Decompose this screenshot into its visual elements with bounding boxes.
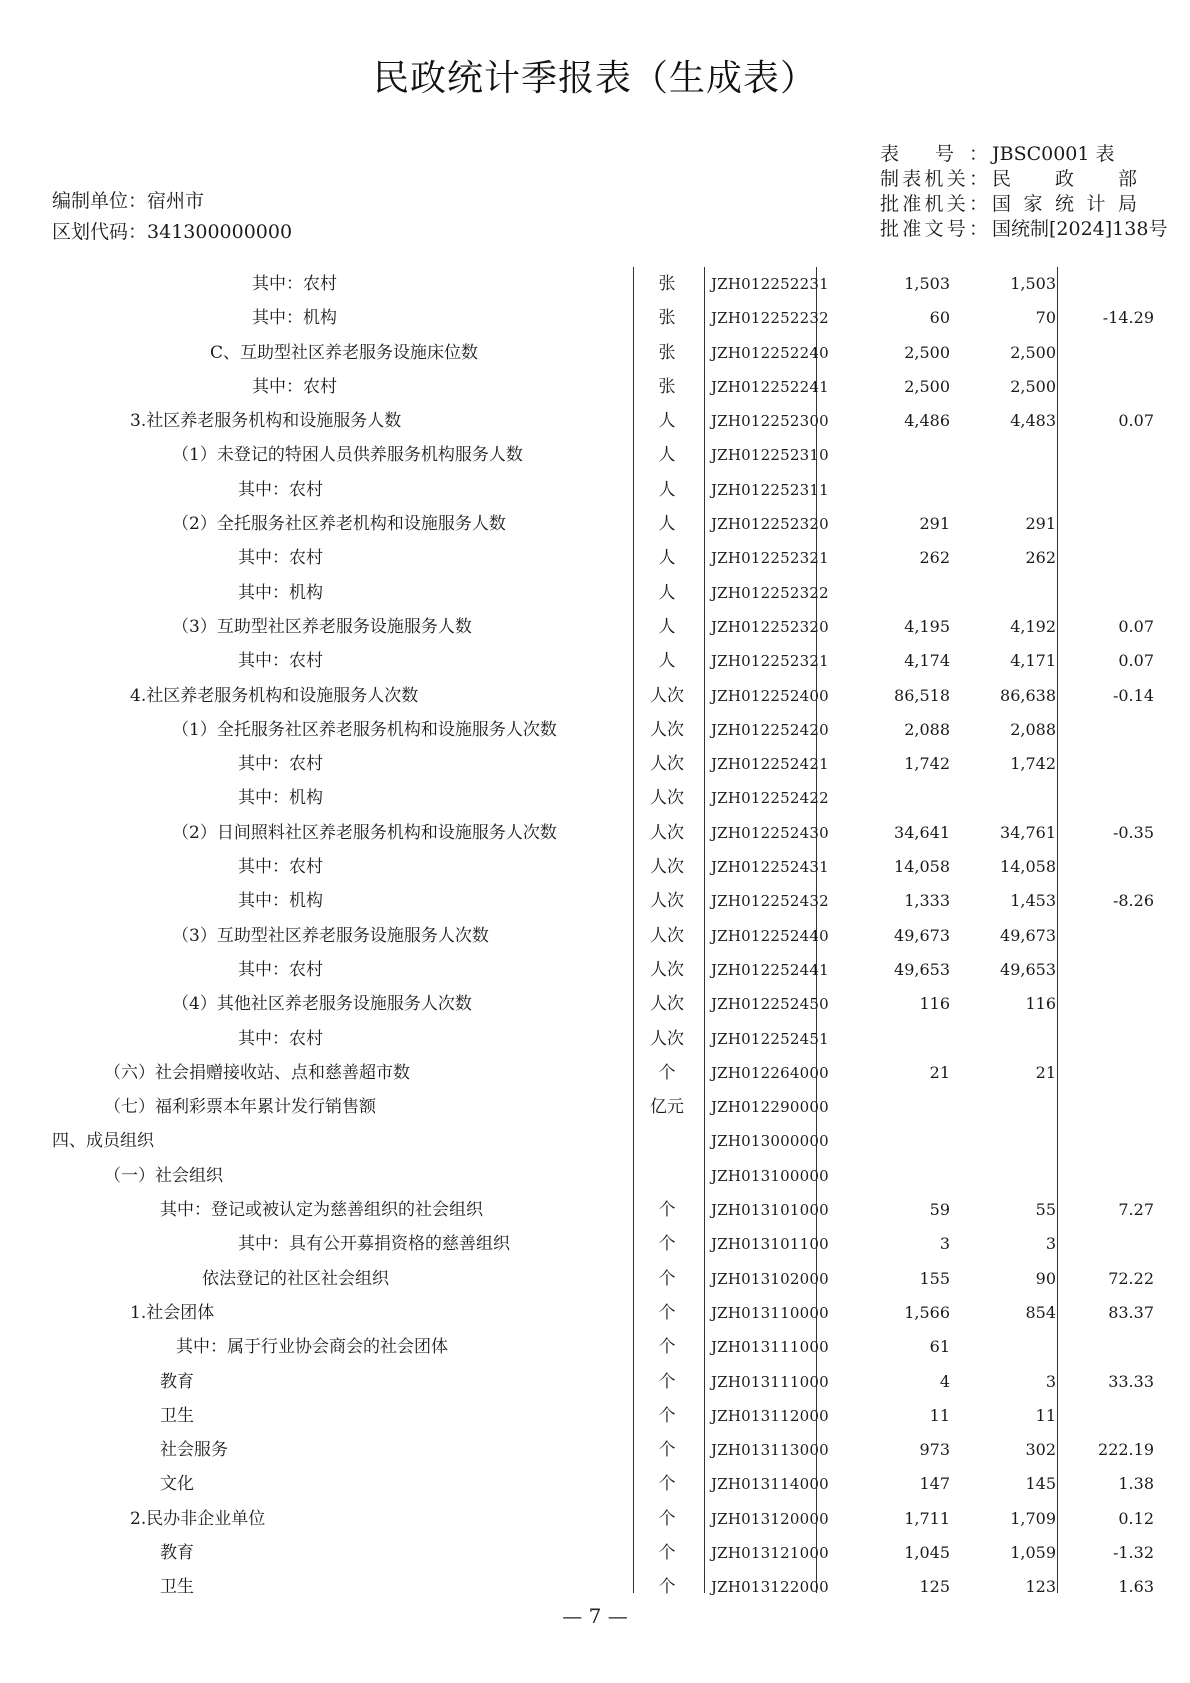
row-name: 4.社区养老服务机构和设施服务人次数 bbox=[130, 685, 419, 706]
row-code: JZH012252431 bbox=[711, 858, 829, 877]
row-unit: 个 bbox=[658, 1268, 676, 1289]
row-unit bbox=[632, 1124, 702, 1158]
row-current-value: 1,045 bbox=[904, 1542, 950, 1562]
row-code: JZH012252310 bbox=[711, 446, 829, 465]
row-name: 其中：农村 bbox=[238, 479, 323, 500]
row-unit: 张 bbox=[658, 308, 676, 329]
row-change-percent bbox=[1062, 438, 1154, 472]
row-current-value bbox=[815, 473, 950, 507]
row-change-percent bbox=[1062, 336, 1154, 370]
row-change-percent: 1.63 bbox=[1118, 1577, 1154, 1597]
table-row bbox=[0, 1296, 1190, 1330]
row-current-value: 1,566 bbox=[904, 1302, 950, 1322]
table-row bbox=[0, 438, 1190, 472]
form-number-label: 表 号： bbox=[880, 143, 988, 165]
row-change-percent bbox=[1062, 576, 1154, 610]
row-change-percent bbox=[1062, 1056, 1154, 1090]
row-name: 其中：具有公开募捐资格的慈善组织 bbox=[238, 1234, 510, 1255]
row-code: JZH012252422 bbox=[711, 789, 829, 808]
row-name: 其中：农村 bbox=[238, 651, 323, 672]
row-current-value: 61 bbox=[929, 1337, 950, 1357]
row-change-percent bbox=[1062, 919, 1154, 953]
row-unit: 个 bbox=[658, 1440, 676, 1461]
row-name: 社会服务 bbox=[160, 1440, 228, 1461]
row-code: JZH013111000 bbox=[711, 1372, 829, 1391]
table-row bbox=[0, 953, 1190, 987]
row-current-value: 973 bbox=[919, 1440, 950, 1460]
row-unit: 人次 bbox=[650, 925, 684, 946]
row-unit: 人次 bbox=[650, 857, 684, 878]
row-previous-value: 1,742 bbox=[1010, 754, 1056, 774]
row-change-percent: -14.29 bbox=[1102, 308, 1154, 328]
row-previous-value: 262 bbox=[1025, 548, 1056, 568]
table-row bbox=[0, 1536, 1190, 1570]
row-name: 教育 bbox=[160, 1371, 194, 1392]
row-previous-value bbox=[955, 1022, 1056, 1056]
row-current-value: 2,088 bbox=[904, 719, 950, 739]
row-unit: 人次 bbox=[650, 788, 684, 809]
row-previous-value: 4,171 bbox=[1010, 651, 1056, 671]
row-change-percent: -0.35 bbox=[1112, 822, 1154, 842]
approval-document-value: 国统制[2024]138号 bbox=[992, 218, 1168, 240]
row-code: JZH012252231 bbox=[711, 275, 829, 293]
row-name: （1）全托服务社区养老服务机构和设施服务人次数 bbox=[172, 719, 557, 740]
row-name: 其中：机构 bbox=[238, 788, 323, 809]
row-unit: 个 bbox=[658, 1371, 676, 1392]
row-code: JZH012252440 bbox=[711, 926, 829, 945]
table-row bbox=[0, 816, 1190, 850]
table-row bbox=[0, 1502, 1190, 1536]
row-previous-value bbox=[955, 576, 1056, 610]
row-change-percent: 33.33 bbox=[1108, 1371, 1154, 1391]
row-name: 其中：农村 bbox=[238, 548, 323, 569]
row-previous-value: 21 bbox=[1035, 1062, 1056, 1082]
row-previous-value: 86,638 bbox=[1000, 685, 1056, 705]
table-row bbox=[0, 301, 1190, 335]
row-previous-value bbox=[955, 781, 1056, 815]
row-previous-value: 34,761 bbox=[1000, 822, 1056, 842]
table-row bbox=[0, 1365, 1190, 1399]
table-row bbox=[0, 884, 1190, 918]
row-name: 其中：农村 bbox=[252, 376, 337, 397]
row-previous-value: 854 bbox=[1025, 1302, 1056, 1322]
row-code: JZH013122000 bbox=[711, 1578, 829, 1597]
row-unit: 张 bbox=[658, 274, 676, 294]
approving-authority-label: 批准机关： bbox=[880, 193, 988, 215]
row-name: 教育 bbox=[160, 1542, 194, 1563]
row-previous-value: 116 bbox=[1025, 994, 1056, 1014]
row-unit: 人 bbox=[658, 651, 676, 672]
row-previous-value: 11 bbox=[1035, 1405, 1056, 1425]
row-previous-value: 1,503 bbox=[1010, 274, 1056, 293]
row-current-value bbox=[815, 1124, 950, 1158]
row-current-value bbox=[815, 438, 950, 472]
row-current-value: 14,058 bbox=[894, 857, 950, 877]
region-code-label: 区划代码： bbox=[52, 221, 148, 243]
row-unit: 人次 bbox=[650, 822, 684, 843]
row-unit: 人次 bbox=[650, 1028, 684, 1049]
row-current-value: 60 bbox=[929, 308, 950, 328]
row-change-percent: 0.07 bbox=[1118, 651, 1154, 671]
table-row bbox=[0, 1227, 1190, 1261]
row-code: JZH013100000 bbox=[711, 1166, 829, 1185]
row-current-value: 49,673 bbox=[894, 925, 950, 945]
row-unit: 个 bbox=[658, 1062, 676, 1083]
row-unit: 人次 bbox=[650, 754, 684, 775]
table-row bbox=[0, 1090, 1190, 1124]
row-code: JZH012252322 bbox=[711, 583, 829, 602]
row-change-percent bbox=[1062, 473, 1154, 507]
row-unit bbox=[632, 1159, 702, 1193]
table-row bbox=[0, 1193, 1190, 1227]
row-previous-value: 302 bbox=[1025, 1440, 1056, 1460]
row-change-percent: 1.38 bbox=[1118, 1474, 1154, 1494]
row-current-value: 155 bbox=[919, 1268, 950, 1288]
row-code: JZH012252320 bbox=[711, 617, 829, 636]
statistics-table bbox=[0, 267, 1190, 1605]
row-current-value: 125 bbox=[919, 1577, 950, 1597]
row-name: 其中：机构 bbox=[252, 308, 337, 329]
table-row bbox=[0, 1124, 1190, 1158]
row-previous-value: 1,709 bbox=[1010, 1508, 1056, 1528]
row-name: 2.民办非企业单位 bbox=[130, 1508, 266, 1529]
row-name: 依法登记的社区社会组织 bbox=[202, 1268, 389, 1289]
row-change-percent bbox=[1062, 1330, 1154, 1364]
row-previous-value bbox=[955, 473, 1056, 507]
row-unit: 人 bbox=[658, 514, 676, 535]
row-code: JZH012252321 bbox=[711, 549, 829, 568]
row-previous-value: 123 bbox=[1025, 1577, 1056, 1597]
row-change-percent: 0.07 bbox=[1118, 616, 1154, 636]
row-unit: 人次 bbox=[650, 959, 684, 980]
row-current-value: 291 bbox=[919, 514, 950, 534]
row-previous-value: 3 bbox=[1045, 1371, 1056, 1391]
row-current-value: 2,500 bbox=[904, 376, 950, 396]
table-row bbox=[0, 1262, 1190, 1296]
table-row bbox=[0, 1467, 1190, 1501]
approving-authority bbox=[880, 192, 1167, 217]
row-code: JZH013120000 bbox=[711, 1509, 829, 1528]
row-current-value: 59 bbox=[929, 1200, 950, 1220]
row-change-percent bbox=[1062, 953, 1154, 987]
table-row bbox=[0, 1570, 1190, 1604]
row-code: JZH012252420 bbox=[711, 720, 829, 739]
approval-document bbox=[880, 217, 1167, 242]
row-code: JZH013000000 bbox=[711, 1132, 829, 1151]
row-change-percent: -8.26 bbox=[1112, 891, 1154, 911]
row-name: 其中：农村 bbox=[238, 857, 323, 878]
table-row bbox=[0, 576, 1190, 610]
row-current-value bbox=[815, 1022, 950, 1056]
table-row bbox=[0, 610, 1190, 644]
row-current-value bbox=[815, 576, 950, 610]
row-unit: 人次 bbox=[650, 685, 684, 706]
compiling-unit bbox=[52, 186, 204, 213]
row-change-percent bbox=[1062, 781, 1154, 815]
row-code: JZH012252321 bbox=[711, 652, 829, 671]
table-row bbox=[0, 1399, 1190, 1433]
row-previous-value bbox=[955, 1124, 1056, 1158]
row-code: JZH012252451 bbox=[711, 1029, 829, 1048]
row-change-percent: 0.12 bbox=[1118, 1508, 1154, 1528]
row-previous-value: 2,500 bbox=[1010, 376, 1056, 396]
table-row bbox=[0, 781, 1190, 815]
row-change-percent bbox=[1062, 850, 1154, 884]
table-row bbox=[0, 336, 1190, 370]
row-name: 其中：机构 bbox=[238, 582, 323, 603]
row-code: JZH013101100 bbox=[711, 1235, 829, 1254]
row-current-value: 86,518 bbox=[894, 685, 950, 705]
issuing-authority-value: 民 政 部 bbox=[992, 168, 1137, 190]
row-code: JZH012264000 bbox=[711, 1063, 829, 1082]
row-code: JZH012252432 bbox=[711, 892, 829, 911]
row-change-percent: -0.14 bbox=[1112, 685, 1154, 705]
table-row bbox=[0, 1330, 1190, 1364]
row-previous-value: 4,483 bbox=[1010, 411, 1056, 431]
row-code: JZH013112000 bbox=[711, 1406, 829, 1425]
table-row bbox=[0, 1433, 1190, 1467]
row-change-percent bbox=[1062, 370, 1154, 404]
approval-document-label: 批准文号： bbox=[880, 218, 988, 240]
row-previous-value: 14,058 bbox=[1000, 857, 1056, 877]
row-code: JZH012252240 bbox=[711, 343, 829, 362]
row-previous-value: 3 bbox=[1045, 1234, 1056, 1254]
row-code: JZH012252441 bbox=[711, 960, 829, 979]
row-unit: 个 bbox=[658, 1337, 676, 1358]
row-unit: 个 bbox=[658, 1508, 676, 1529]
form-meta bbox=[880, 142, 1167, 242]
row-unit: 张 bbox=[658, 342, 676, 363]
row-name: 其中：农村 bbox=[238, 1028, 323, 1049]
row-change-percent: 7.27 bbox=[1118, 1200, 1154, 1220]
issuing-authority-label: 制表机关： bbox=[880, 168, 988, 190]
table-row bbox=[0, 541, 1190, 575]
row-current-value: 3 bbox=[939, 1234, 950, 1254]
row-name: 其中：农村 bbox=[252, 274, 337, 294]
approving-authority-value: 国 家 统 计 局 bbox=[992, 193, 1137, 215]
row-previous-value: 2,500 bbox=[1010, 342, 1056, 362]
row-previous-value: 70 bbox=[1035, 308, 1056, 328]
row-code: JZH012252241 bbox=[711, 377, 829, 396]
row-unit: 个 bbox=[658, 1474, 676, 1495]
issuing-authority bbox=[880, 167, 1167, 192]
table-row bbox=[0, 404, 1190, 438]
row-code: JZH013110000 bbox=[711, 1303, 829, 1322]
row-name: （2）日间照料社区养老服务机构和设施服务人次数 bbox=[172, 822, 557, 843]
row-unit: 人 bbox=[658, 582, 676, 603]
row-unit: 个 bbox=[658, 1200, 676, 1221]
row-current-value: 11 bbox=[929, 1405, 950, 1425]
table-row bbox=[0, 1056, 1190, 1090]
form-number-value: JBSC0001 表 bbox=[992, 143, 1115, 165]
compiling-unit-value: 宿州市 bbox=[147, 190, 205, 212]
row-unit: 人次 bbox=[650, 891, 684, 912]
page-number: — 7 — bbox=[562, 1604, 628, 1628]
row-previous-value: 49,653 bbox=[1000, 959, 1056, 979]
row-change-percent bbox=[1062, 1159, 1154, 1193]
table-row bbox=[0, 987, 1190, 1021]
row-name: （3）互助型社区养老服务设施服务人次数 bbox=[172, 925, 489, 946]
row-previous-value bbox=[955, 438, 1056, 472]
form-number bbox=[880, 142, 1167, 167]
row-unit: 人 bbox=[658, 445, 676, 466]
row-name: （七）福利彩票本年累计发行销售额 bbox=[104, 1097, 376, 1118]
row-previous-value: 49,673 bbox=[1000, 925, 1056, 945]
row-previous-value: 90 bbox=[1035, 1268, 1056, 1288]
table-row bbox=[0, 713, 1190, 747]
row-name: C、互助型社区养老服务设施床位数 bbox=[210, 342, 479, 363]
row-current-value: 4 bbox=[939, 1371, 950, 1391]
row-current-value bbox=[815, 781, 950, 815]
row-current-value: 4,174 bbox=[904, 651, 950, 671]
row-name: （2）全托服务社区养老机构和设施服务人数 bbox=[172, 514, 506, 535]
table-row bbox=[0, 919, 1190, 953]
row-change-percent bbox=[1062, 1090, 1154, 1124]
row-previous-value bbox=[955, 1090, 1056, 1124]
row-change-percent: 72.22 bbox=[1108, 1268, 1154, 1288]
row-code: JZH013111000 bbox=[711, 1338, 829, 1357]
row-unit: 张 bbox=[658, 376, 676, 397]
row-unit: 人 bbox=[658, 411, 676, 432]
row-code: JZH012252311 bbox=[711, 480, 829, 499]
row-previous-value: 55 bbox=[1035, 1200, 1056, 1220]
row-name: （1）未登记的特困人员供养服务机构服务人数 bbox=[172, 445, 523, 466]
row-name: 四、成员组织 bbox=[52, 1131, 154, 1152]
row-code: JZH012252430 bbox=[711, 823, 829, 842]
row-name: （3）互助型社区养老服务设施服务人数 bbox=[172, 616, 472, 637]
row-code: JZH013102000 bbox=[711, 1269, 829, 1288]
row-name: 卫生 bbox=[160, 1405, 194, 1426]
row-previous-value: 1,453 bbox=[1010, 891, 1056, 911]
row-code: JZH013114000 bbox=[711, 1475, 829, 1494]
row-change-percent: 222.19 bbox=[1098, 1440, 1154, 1460]
row-name: 其中：属于行业协会商会的社会团体 bbox=[176, 1337, 448, 1358]
row-change-percent: 83.37 bbox=[1108, 1302, 1154, 1322]
row-unit: 人次 bbox=[650, 719, 684, 740]
table-row bbox=[0, 267, 1190, 301]
row-change-percent bbox=[1062, 987, 1154, 1021]
row-current-value: 2,500 bbox=[904, 342, 950, 362]
table-row bbox=[0, 747, 1190, 781]
row-code: JZH013113000 bbox=[711, 1441, 829, 1460]
row-change-percent bbox=[1062, 713, 1154, 747]
table-row bbox=[0, 507, 1190, 541]
row-current-value: 34,641 bbox=[894, 822, 950, 842]
row-unit: 人 bbox=[658, 479, 676, 500]
row-change-percent bbox=[1062, 1227, 1154, 1261]
report-title: 民政统计季报表（生成表） bbox=[372, 58, 817, 99]
row-code: JZH013121000 bbox=[711, 1543, 829, 1562]
row-current-value: 1,333 bbox=[904, 891, 950, 911]
table-row bbox=[0, 1022, 1190, 1056]
table-row bbox=[0, 850, 1190, 884]
row-change-percent bbox=[1062, 1022, 1154, 1056]
row-name: 卫生 bbox=[160, 1577, 194, 1598]
row-current-value: 1,711 bbox=[904, 1508, 950, 1528]
row-change-percent: 0.07 bbox=[1118, 411, 1154, 431]
row-name: 其中：农村 bbox=[238, 754, 323, 775]
row-unit: 亿元 bbox=[650, 1097, 684, 1118]
region-code-value: 341300000000 bbox=[147, 221, 293, 243]
table-row bbox=[0, 473, 1190, 507]
row-name: 文化 bbox=[160, 1474, 194, 1495]
row-name: 其中：机构 bbox=[238, 891, 323, 912]
row-name: （一）社会组织 bbox=[104, 1165, 223, 1186]
row-code: JZH012252421 bbox=[711, 755, 829, 774]
row-code: JZH012252232 bbox=[711, 309, 829, 328]
row-current-value: 1,742 bbox=[904, 754, 950, 774]
row-unit: 个 bbox=[658, 1542, 676, 1563]
table-row bbox=[0, 1159, 1190, 1193]
row-previous-value bbox=[955, 1330, 1056, 1364]
row-unit: 个 bbox=[658, 1234, 676, 1255]
row-change-percent bbox=[1062, 267, 1154, 301]
row-previous-value: 291 bbox=[1025, 514, 1056, 534]
row-code: JZH012290000 bbox=[711, 1098, 829, 1117]
row-code: JZH012252400 bbox=[711, 686, 829, 705]
row-current-value: 1,503 bbox=[904, 274, 950, 293]
row-previous-value: 145 bbox=[1025, 1474, 1056, 1494]
row-current-value: 116 bbox=[919, 994, 950, 1014]
row-current-value: 4,195 bbox=[904, 616, 950, 636]
row-current-value: 4,486 bbox=[904, 411, 950, 431]
row-name: 其中：农村 bbox=[238, 959, 323, 980]
row-code: JZH013101000 bbox=[711, 1201, 829, 1220]
row-name: （六）社会捐赠接收站、点和慈善超市数 bbox=[104, 1062, 410, 1083]
row-unit: 个 bbox=[658, 1302, 676, 1323]
table-row bbox=[0, 679, 1190, 713]
row-current-value bbox=[815, 1090, 950, 1124]
row-name: 其中：登记或被认定为慈善组织的社会组织 bbox=[160, 1200, 483, 1221]
row-previous-value: 4,192 bbox=[1010, 616, 1056, 636]
row-name: （4）其他社区养老服务设施服务人次数 bbox=[172, 994, 472, 1015]
row-change-percent bbox=[1062, 1399, 1154, 1433]
row-unit: 人 bbox=[658, 548, 676, 569]
row-current-value: 147 bbox=[919, 1474, 950, 1494]
row-change-percent: -1.32 bbox=[1112, 1542, 1154, 1562]
row-previous-value bbox=[955, 1159, 1056, 1193]
table-row bbox=[0, 644, 1190, 678]
row-change-percent bbox=[1062, 1124, 1154, 1158]
row-previous-value: 1,059 bbox=[1010, 1542, 1056, 1562]
row-current-value: 49,653 bbox=[894, 959, 950, 979]
row-current-value: 21 bbox=[929, 1062, 950, 1082]
row-name: 3.社区养老服务机构和设施服务人数 bbox=[130, 411, 402, 432]
row-current-value bbox=[815, 1159, 950, 1193]
row-change-percent bbox=[1062, 747, 1154, 781]
row-unit: 个 bbox=[658, 1577, 676, 1598]
row-code: JZH012252450 bbox=[711, 995, 829, 1014]
table-row bbox=[0, 370, 1190, 404]
row-unit: 个 bbox=[658, 1405, 676, 1426]
row-unit: 人 bbox=[658, 616, 676, 637]
row-code: JZH012252320 bbox=[711, 515, 829, 534]
row-previous-value: 2,088 bbox=[1010, 719, 1056, 739]
row-name: 1.社会团体 bbox=[130, 1302, 215, 1323]
row-current-value: 262 bbox=[919, 548, 950, 568]
row-code: JZH012252300 bbox=[711, 412, 829, 431]
region-code bbox=[52, 217, 292, 244]
row-change-percent bbox=[1062, 507, 1154, 541]
row-unit: 人次 bbox=[650, 994, 684, 1015]
compiling-unit-label: 编制单位： bbox=[52, 190, 148, 212]
row-change-percent bbox=[1062, 541, 1154, 575]
